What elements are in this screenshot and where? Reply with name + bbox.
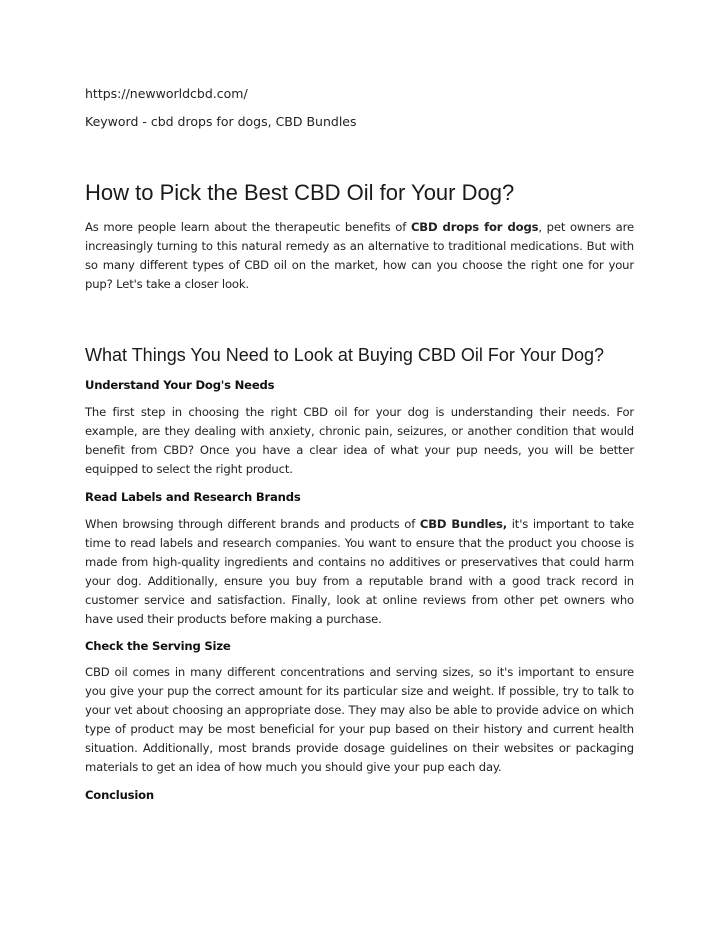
labels-text-end: it's important to take time to read labels and research companies. You want to ensure that the product you choose is made from high-quality ingredients and contains no additives or preservatives that could harm your dog. Additionally, ensure you buy from a reputable brand with a good track record in customer service and satisfaction. Finally, look at online reviews from other pet owners who have used their products before making a purchase. [85, 517, 634, 626]
labels-text-start: When browsing through different brands and products of [85, 517, 420, 531]
labels-keyword-bold: CBD Bundles, [419, 517, 508, 531]
intro-text-start: As more people learn about the therapeutic benefits of [85, 220, 411, 234]
source-url[interactable]: https://newworldcbd.com/ [85, 86, 248, 101]
labels-paragraph [85, 515, 634, 629]
keyword-line: Keyword - cbd drops for dogs, CBD Bundles [85, 114, 357, 129]
section-heading: What Things You Need to Look at Buying CBD Oil For Your Dog? [85, 345, 604, 365]
subheading-labels: Read Labels and Research Brands [85, 490, 301, 504]
article-title: How to Pick the Best CBD Oil for Your Dog? [85, 180, 515, 205]
subheading-serving: Check the Serving Size [85, 639, 231, 653]
intro-keyword-bold: CBD drops for dogs [410, 220, 539, 234]
subheading-needs: Understand Your Dog's Needs [85, 378, 275, 392]
intro-paragraph [85, 218, 634, 294]
needs-paragraph: The first step in choosing the right CBD oil for your dog is understanding their needs. For example, are they dealing with anxiety, chronic pain, seizures, or another condition that would benefit from CBD? Once you have a clear idea of what your pup needs, you will be better equipped to select the right product. [85, 405, 634, 476]
serving-paragraph: CBD oil comes in many different concentrations and serving sizes, so it's important to ensure you give your pup the correct amount for its particular size and weight. If possible, try to talk to your vet about choosing an appropriate dose. They may also be able to provide advice on which type of product may be most beneficial for your pup based on their history and current health situation. Additionally, most brands provide dosage guidelines on their websites or packaging materials to get an idea of how much you should give your pup each day. [85, 665, 634, 774]
intro-text-end: , pet owners are increasingly turning to this natural remedy as an alternative to traditional medications. But with so many different types of CBD oil on the market, how can you choose the right one for your pup? Let's take a closer look. [85, 220, 634, 291]
subheading-conclusion: Conclusion [85, 788, 154, 802]
